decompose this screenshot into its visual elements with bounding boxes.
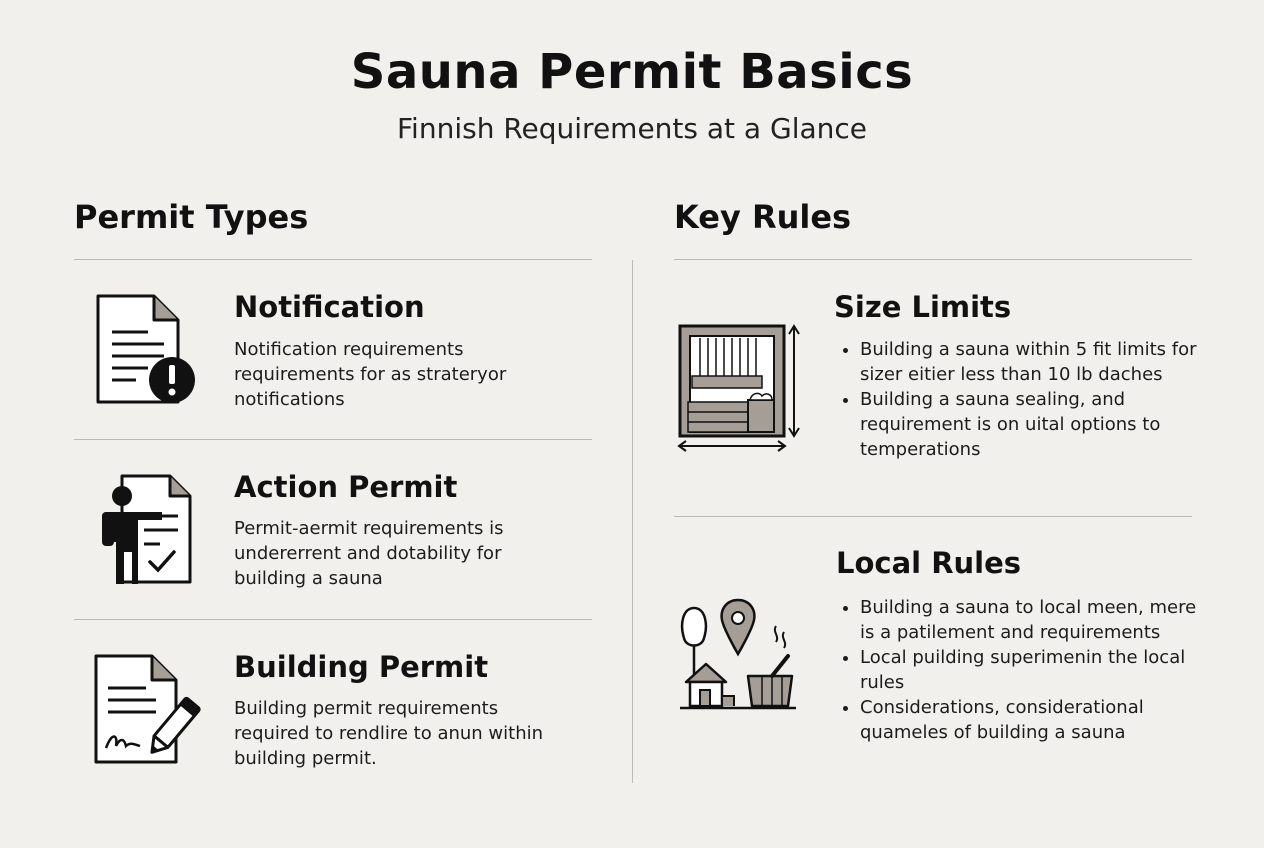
building-permit-description: Building permit requirements required to rendlire to anun within building permit. <box>234 698 544 769</box>
divider-1 <box>74 439 592 440</box>
permit-types-heading: Permit Types <box>74 198 309 236</box>
size-limits-bullet: • Building a sauna within 5 fit limits for sizer eitier less than 10 lb daches <box>860 337 1210 387</box>
page-title: Sauna Permit Basics <box>350 44 914 100</box>
size-limits-list <box>836 337 1210 462</box>
building-permit-title: Building Permit <box>234 650 489 684</box>
local-rules-list <box>836 595 1210 745</box>
key-rules-heading: Key Rules <box>674 198 852 236</box>
notification-title: Notification <box>234 290 425 324</box>
action-permit-description: Permit-aermit requirements is undererrent and dotability for building a sauna <box>234 518 504 589</box>
divider-2 <box>74 619 592 620</box>
size-limits-bullet: • Building a sauna sealing, and requirement is on uital options to temperations <box>860 387 1210 462</box>
sauna-room-dimensions-icon <box>676 322 804 458</box>
action-permit-title: Action Permit <box>234 470 458 504</box>
local-rules-bullet: • Local puilding superimenin the local rules <box>860 645 1210 695</box>
page-subtitle: Finnish Requirements at a Glance <box>396 112 867 145</box>
permit-types-divider <box>74 259 592 260</box>
local-sauna-location-icon <box>676 596 800 720</box>
document-signature-icon <box>90 652 202 772</box>
local-rules-title: Local Rules <box>836 546 1022 580</box>
column-divider <box>632 260 633 783</box>
local-rules-bullet: • Considerations, considerational quameles of building a sauna <box>860 695 1210 745</box>
person-checklist-icon <box>98 472 194 592</box>
divider-3 <box>674 516 1192 517</box>
key-rules-divider <box>674 259 1192 260</box>
document-alert-icon <box>92 292 200 412</box>
local-rules-bullet: • Building a sauna to local meen, mere is a patilement and requirements <box>860 595 1210 645</box>
notification-description: Notification requirements requirements for as strateryor notifications <box>234 339 507 410</box>
size-limits-title: Size Limits <box>834 290 1012 324</box>
